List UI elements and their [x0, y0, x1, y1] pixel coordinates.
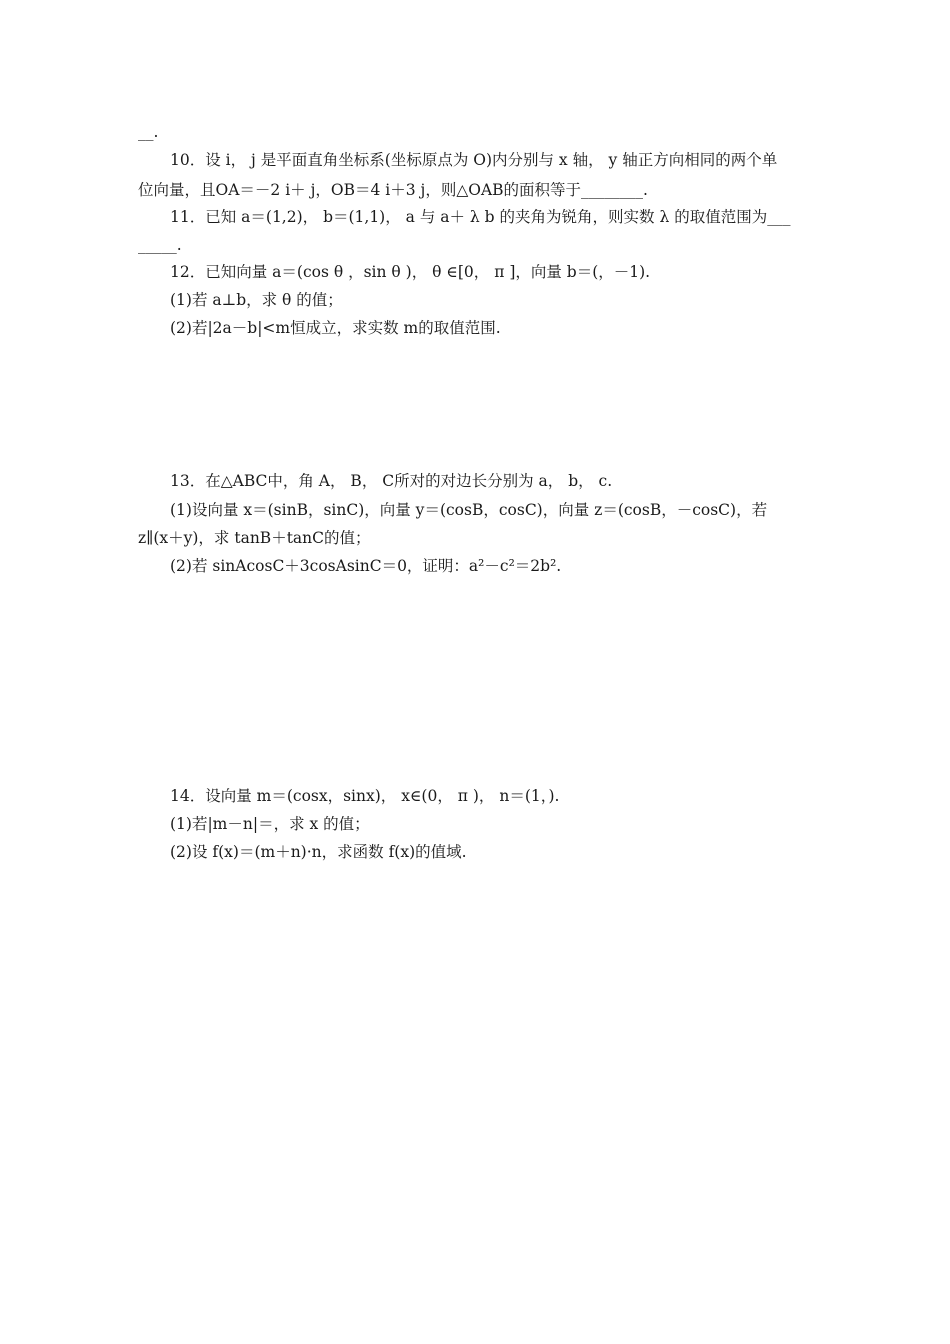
- question-14-part-1: (1)若|m－n|＝，求 x 的值；: [170, 815, 370, 833]
- question-13-part-1-line-2: z∥(x＋y)，求 tanB＋tanC的值；: [138, 529, 371, 547]
- continuation-blank: __.: [138, 123, 159, 141]
- question-10-line-2: 位向量，且OA＝－2 i＋ j，OB＝4 i＋3 j，则△OAB的面积等于________.: [138, 181, 648, 199]
- question-12-part-2: (2)若|2a－b|<m恒成立，求实数 m的取值范围.: [170, 319, 501, 337]
- question-13-part-2: (2)若 sinAcosC＋3cosAsinC＝0，证明：a²－c²＝2b².: [170, 557, 562, 575]
- question-11-line-2: _____.: [138, 236, 182, 254]
- question-14-stem: 14．设向量 m＝(cosx，sinx)， x∈(0， π )， n＝(1，).: [170, 787, 560, 805]
- question-10-line-1: 10．设 i， j 是平面直角坐标系(坐标原点为 O)内分别与 x 轴， y 轴正方向相同的两个单: [170, 151, 778, 169]
- question-13-stem: 13．在△ABC中，角 A， B， C所对的对边长分别为 a， b， c.: [170, 472, 613, 490]
- question-11-line-1: 11．已知 a＝(1,2)， b＝(1,1)， a 与 a＋ λ b 的夹角为锐角，则实数 λ 的取值范围为___: [170, 208, 791, 226]
- question-12-stem: 12．已知向量 a＝(cos θ ，sin θ )， θ ∈[0， π ]，向量 b＝(，－1).: [170, 263, 651, 281]
- question-14-part-2: (2)设 f(x)＝(m＋n)·n，求函数 f(x)的值域.: [170, 843, 467, 861]
- question-12-part-1: (1)若 a⊥b，求 θ 的值；: [170, 291, 343, 309]
- question-13-part-1-line-1: (1)设向量 x＝(sinB，sinC)，向量 y＝(cosB，cosC)，向量 z＝(cosB，－cosC)，若: [170, 501, 768, 519]
